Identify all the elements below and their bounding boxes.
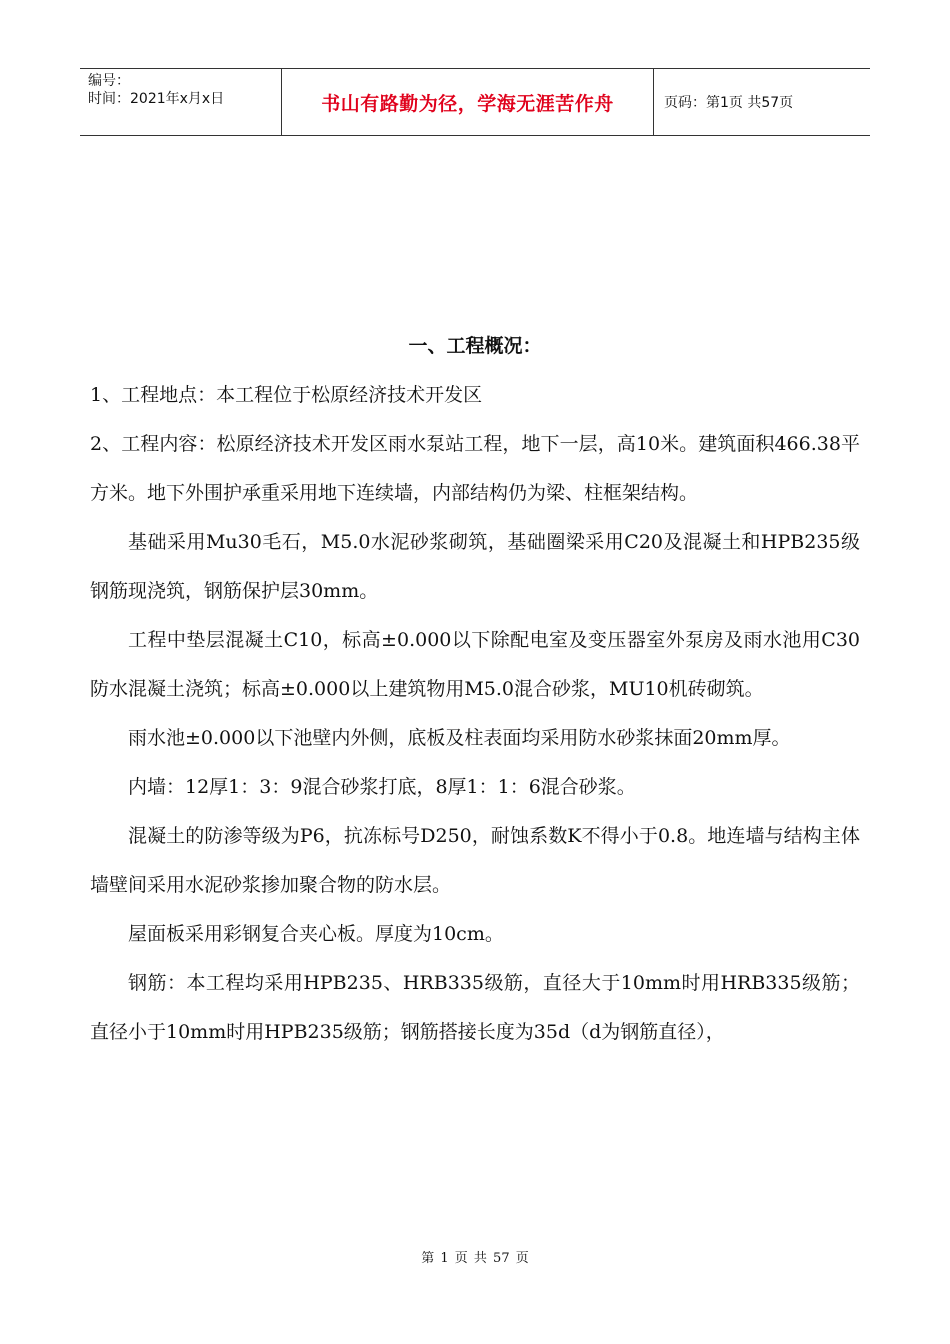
body-paragraph: 混凝土的防渗等级为P6，抗冻标号D250，耐蚀系数K不得小于0.8。地连墙与结构主体墙壁间采用水泥砂浆掺加聚合物的防水层。 — [90, 825, 860, 896]
page-footer: 第 1 页 共 57 页 — [421, 1251, 529, 1266]
motto-text: 书山有路勤为径，学海无涯苦作舟 — [321, 92, 614, 115]
document-body — [90, 322, 860, 1057]
serial-number-label: 编号： — [88, 73, 130, 89]
section-title: 一、工程概况： — [408, 335, 542, 357]
header-page-cell — [654, 69, 870, 135]
body-paragraph: 基础采用Mu30毛石，M5.0水泥砂浆砌筑，基础圈梁采用C20及混凝土和HPB235级钢筋现浇筑，钢筋保护层30mm。 — [90, 531, 860, 602]
header-page-info: 页码：第1页 共57页 — [664, 95, 794, 111]
body-paragraph: 屋面板采用彩钢复合夹心板。厚度为10cm。 — [128, 923, 504, 945]
page-header — [80, 68, 870, 136]
body-paragraph: 内墙：12厚1：3：9混合砂浆打底，8厚1：1：6混合砂浆。 — [128, 776, 636, 798]
body-paragraph: 钢筋：本工程均采用HPB235、HRB335级筋，直径大于10mm时用HRB335级筋；直径小于10mm时用HPB235级筋；钢筋搭接长度为35d（d为钢筋直径）， — [90, 972, 860, 1043]
header-motto-cell — [282, 69, 654, 135]
paragraph-list — [90, 371, 860, 1057]
body-paragraph: 1、工程地点：本工程位于松原经济技术开发区 — [90, 384, 483, 406]
body-paragraph: 2、工程内容：松原经济技术开发区雨水泵站工程，地下一层，高10米。建筑面积466.38平方米。地下外围护承重采用地下连续墙，内部结构仍为梁、柱框架结构。 — [90, 433, 860, 504]
date-label: 时间：2021年x月x日 — [88, 91, 225, 107]
body-paragraph: 工程中垫层混凝土C10，标高±0.000以下除配电室及变压器室外泵房及雨水池用C30防水混凝土浇筑；标高±0.000以上建筑物用M5.0混合砂浆，MU10机砖砌筑。 — [90, 629, 860, 700]
body-paragraph: 雨水池±0.000以下池壁内外侧，底板及柱表面均采用防水砂浆抹面20mm厚。 — [128, 727, 791, 749]
header-meta-cell — [80, 69, 282, 135]
